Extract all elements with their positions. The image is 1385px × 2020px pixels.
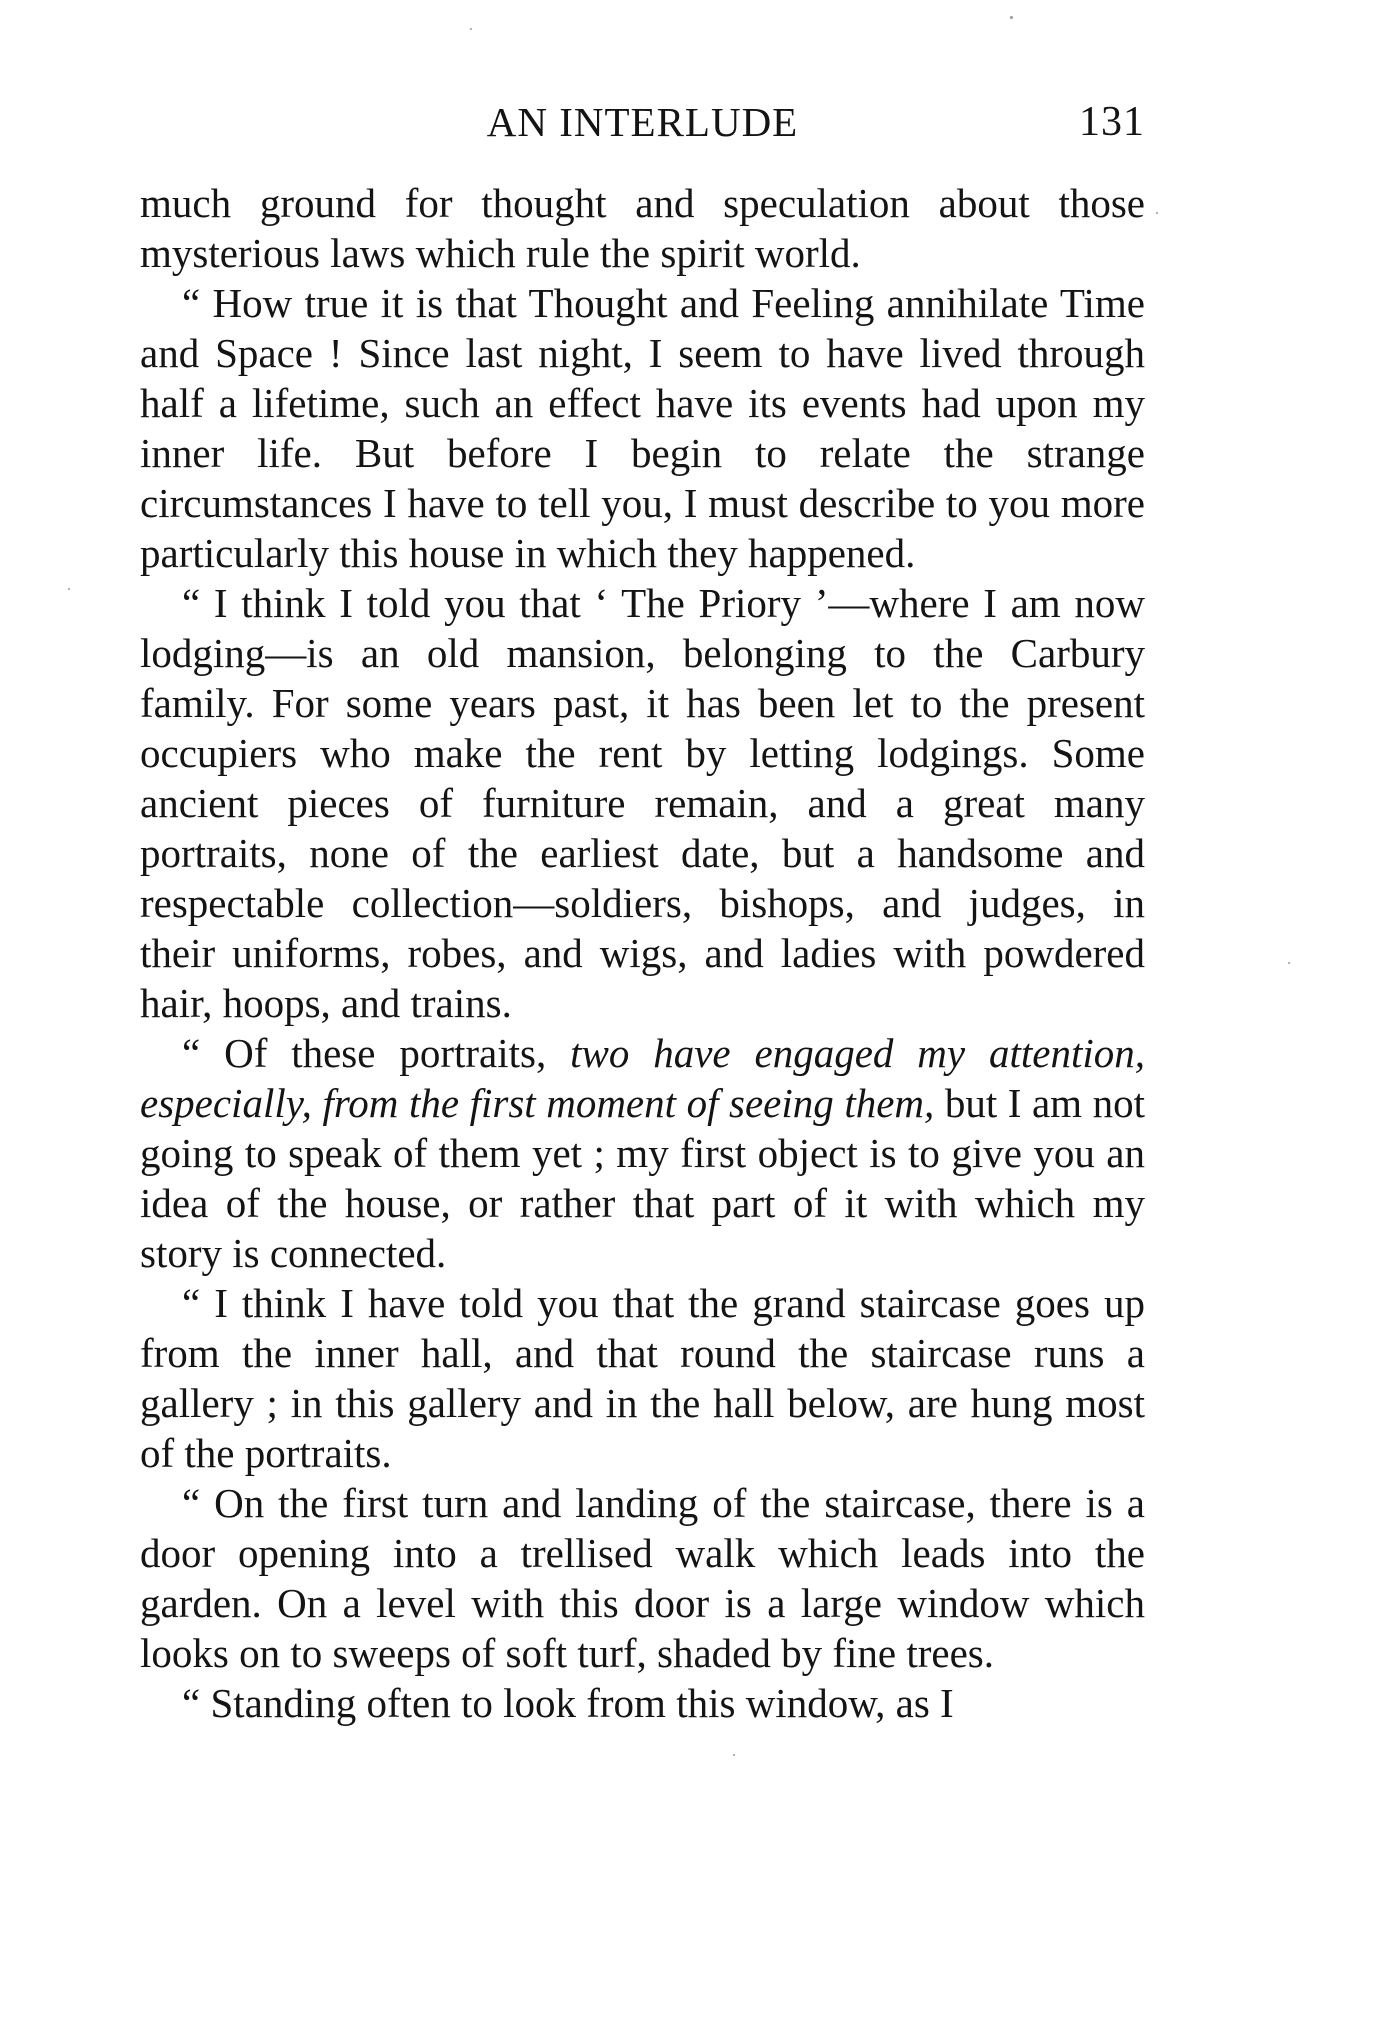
- paragraph-continuation: much ground for thought and speculation about those mysterious laws which rule the spirit world.: [140, 180, 1145, 276]
- paragraph-portraits-end: but I am not going to speak of them yet ; my first object is to give you an idea of the house, or rather that part of it with which my story is connected.: [140, 1080, 1145, 1276]
- body-text: [140, 178, 1145, 1728]
- paragraph-standing-window: “ Standing often to look from this window, as I: [182, 1680, 954, 1726]
- paragraph-portraits: [140, 1028, 1145, 1278]
- paragraph-portraits-start: “ Of these portraits,: [182, 1030, 571, 1076]
- paragraph-portraits-italic: two have engaged my attention, especially, from the first moment of seeing them,: [140, 1030, 1145, 1126]
- paragraph-grand-staircase: “ I think I have told you that the grand staircase goes up from the inner hall, and that round the staircase runs a gallery ; in this gallery and in the hall below, are hung most of the portraits.: [140, 1280, 1145, 1476]
- paper-speck: [68, 588, 70, 590]
- paragraph-first-landing: “ On the first turn and landing of the staircase, there is a door opening into a trellised walk which leads into the garden. On a level with this door is a large window which looks on to sweeps of soft turf, shaded by fine trees.: [140, 1480, 1145, 1676]
- paragraph-the-priory: “ I think I told you that ‘ The Priory ’—where I am now lodging—is an old mansion, belonging to the Carbury family. For some years past, it has been let to the present occupiers who make the rent by letting lodgings. Some ancient pieces of furniture remain, and a great many portraits, none of the earliest date, but a handsome and respectable collection—soldiers, bishops, and judges, in their uniforms, robes, and wigs, and ladies with powdered hair, hoops, and trains.: [140, 580, 1145, 1026]
- chapter-title: AN INTERLUDE: [486, 99, 799, 145]
- paper-speck: [1288, 962, 1290, 964]
- running-head: [140, 98, 1145, 158]
- paper-speck: [470, 28, 472, 30]
- page-number: 131: [1079, 99, 1145, 145]
- paper-speck: [1010, 16, 1013, 19]
- paper-speck: [1156, 212, 1158, 214]
- paper-speck: [733, 1754, 735, 1756]
- paragraph-time-and-space: “ How true it is that Thought and Feeling annihilate Time and Space ! Since last night, I seem to have lived through half a lifetime, such an effect have its events had upon my inner life. But before I begin to relate the strange circumstances I have to tell you, I must describe to you more particularly this house in which they happened.: [140, 280, 1145, 576]
